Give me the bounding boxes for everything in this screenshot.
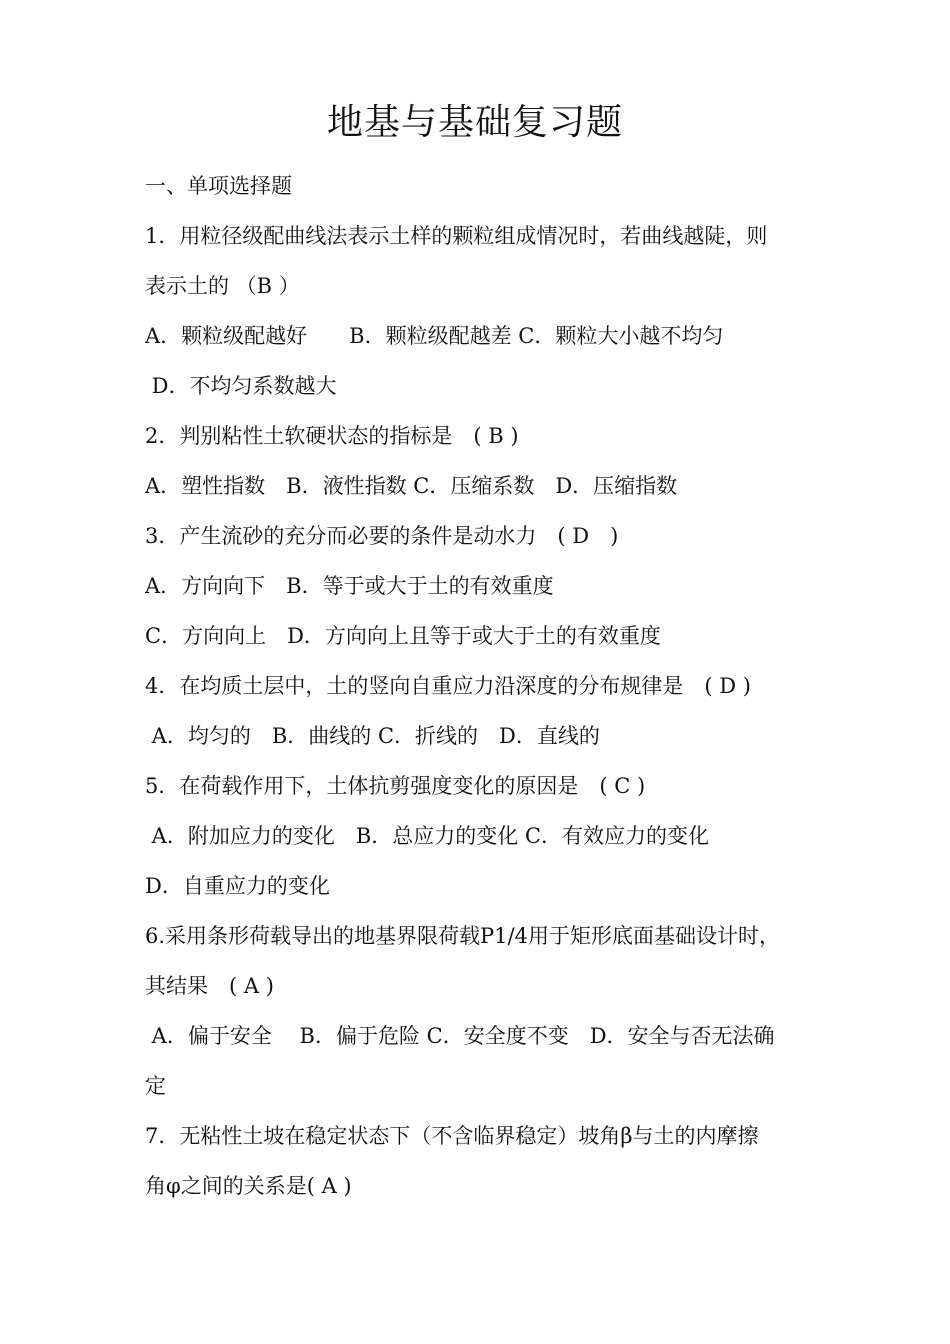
question-4: 4．在均质土层中，土的竖向自重应力沿深度的分布规律是 ( D ) — [145, 674, 751, 698]
question-2-options: A．塑性指数 B．液性指数 C．压缩系数 D．压缩指数 — [145, 474, 678, 498]
question-1-options-1: A．颗粒级配越好 B．颗粒级配越差 C．颗粒大小越不均匀 — [145, 324, 724, 348]
question-3-options-2: C．方向向上 D．方向向上且等于或大于土的有效重度 — [145, 624, 661, 648]
question-4-options: A．均匀的 B．曲线的 C．折线的 D．直线的 — [145, 724, 600, 748]
question-2: 2．判别粘性土软硬状态的指标是 ( B ) — [145, 424, 519, 448]
question-3-options-1: A．方向向下 B．等于或大于土的有效重度 — [145, 574, 554, 598]
question-1-options-2: D．不均匀系数越大 — [145, 374, 337, 398]
question-6-options-1: A．偏于安全 B．偏于危险 C．安全度不变 D．安全与否无法确 — [145, 1024, 775, 1048]
section-heading: 一、单项选择题 — [145, 174, 292, 198]
question-7-line-2: 角φ之间的关系是( A ) — [145, 1174, 352, 1198]
question-7-line-1: 7．无粘性土坡在稳定状态下（不含临界稳定）坡角β与土的内摩擦 — [145, 1124, 759, 1148]
question-6-line-1: 6.采用条形荷载导出的地基界限荷载P1/4用于矩形底面基础设计时， — [145, 924, 780, 948]
question-1-line-2: 表示土的 （B ） — [145, 274, 300, 298]
question-5-options-2: D．自重应力的变化 — [145, 874, 330, 898]
question-3: 3．产生流砂的充分而必要的条件是动水力 ( D ) — [145, 524, 619, 548]
page-title: 地基与基础复习题 — [326, 102, 623, 143]
question-5-options-1: A．附加应力的变化 B．总应力的变化 C．有效应力的变化 — [145, 824, 710, 848]
question-6-line-2: 其结果 ( A ) — [145, 974, 274, 998]
question-6-options-2: 定 — [145, 1074, 166, 1098]
question-1-line-1: 1．用粒径级配曲线法表示土样的颗粒组成情况时，若曲线越陡，则 — [145, 224, 768, 248]
question-5: 5．在荷载作用下，土体抗剪强度变化的原因是 ( C ) — [145, 774, 646, 798]
